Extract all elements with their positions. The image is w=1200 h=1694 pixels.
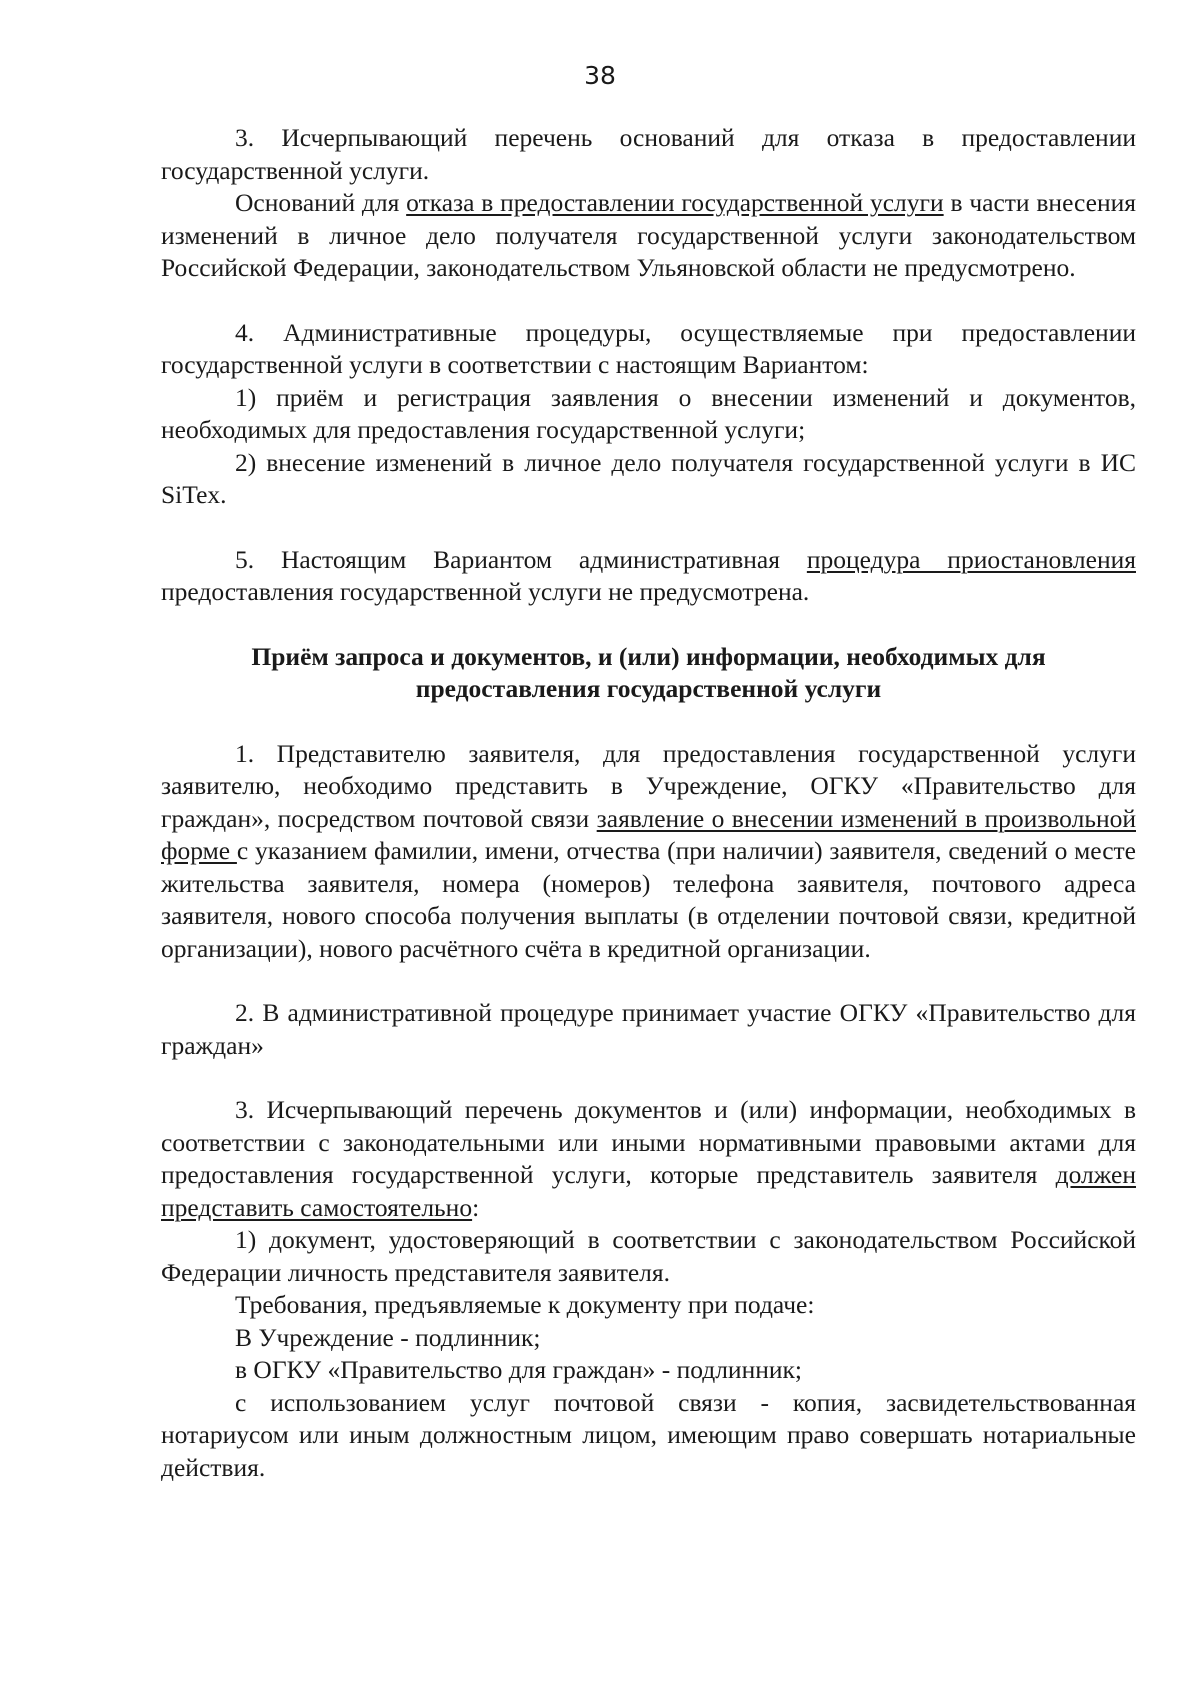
text-segment: 1. Представителю заявителя, для предоставления государственной услуги заявителю, необходимо представить в Учреждение, ОГКУ «Правительство для граждан», посредством почтовой связи — [161, 738, 1136, 833]
requirement-item: с использованием услуг почтовой связи - копия, засвидетельствованная нотариусом или иным должностным лицом, имеющим право совершать нотариальные действия. — [161, 1387, 1136, 1482]
requirement-item: В Учреждение - подлинник; — [235, 1322, 541, 1352]
document-body — [161, 122, 1136, 1484]
underlined-text: заявление о внесении изменений в произвольной форме — [161, 803, 1136, 865]
text-segment: Оснований для — [235, 188, 407, 217]
paragraph-suspension — [161, 544, 1136, 609]
paragraph-participant: 2. В административной процедуре принимает участие ОГКУ «Правительство для граждан» — [161, 998, 1136, 1060]
paragraph-refusal-grounds-title: 3. Исчерпывающий перечень оснований для отказа в предоставлении государственной услуги. — [161, 123, 1136, 185]
list-item: 1) приём и регистрация заявления о внесении изменений и документов, необходимых для предоставления государственной услуги; — [161, 382, 1136, 444]
list-item: 1) документ, удостоверяющий в соответствии с законодательством Российской Федерации личность представителя заявителя. — [161, 1225, 1136, 1287]
text-segment: с указанием фамилии, имени, отчества (при наличии) заявителя, сведений о месте жительства заявителя, номера (номеров) телефона заявителя, почтового адреса заявителя, нового способа получения выплаты (в отделении почтовой связи, кредитной организации), нового расчётного счёта в кредитной организации. — [161, 836, 1136, 963]
text-segment: : — [472, 1192, 480, 1222]
text-segment: 3. Исчерпывающий перечень документов и (или) информации, необходимых в соответствии с законодательными или иными нормативными правовыми актами для предоставления государственной услуги, которые представитель заявителя — [161, 1095, 1136, 1189]
paragraph-refusal-grounds — [161, 187, 1136, 285]
text-segment: 5. Настоящим Вариантом административная — [235, 544, 807, 574]
paragraph-application-submission — [161, 738, 1136, 966]
underlined-text: должен представить самостоятельно — [161, 1160, 1136, 1222]
requirements-intro: Требования, предъявляемые к документу при подаче: — [235, 1290, 815, 1319]
text-segment: предоставления государственной услуги не предусмотрена. — [161, 577, 810, 606]
page-number: 38 — [584, 61, 616, 90]
underlined-text: отказа в предоставлении государственной услуги — [406, 188, 944, 217]
list-item: 2) внесение изменений в личное дело получателя государственной услуги в ИС SiTex. — [161, 447, 1136, 509]
paragraph-documents-list — [161, 1094, 1136, 1224]
text-segment: в части внесения изменений в личное дело получателя государственной услуги законодательством Российской Федерации, законодательством Ульяновской области не предусмотрено. — [161, 188, 1136, 282]
underlined-text: процедура приостановления — [806, 544, 1136, 574]
paragraph-admin-procedures: 4. Административные процедуры, осуществляемые при предоставлении государственной услуги в соответствии с настоящим Вариантом: — [161, 317, 1136, 379]
section-heading: Приём запроса и документов, и (или) информации, необходимых для предоставления государственной услуги — [251, 641, 1046, 703]
requirement-item: в ОГКУ «Правительство для граждан» - подлинник; — [235, 1355, 802, 1384]
